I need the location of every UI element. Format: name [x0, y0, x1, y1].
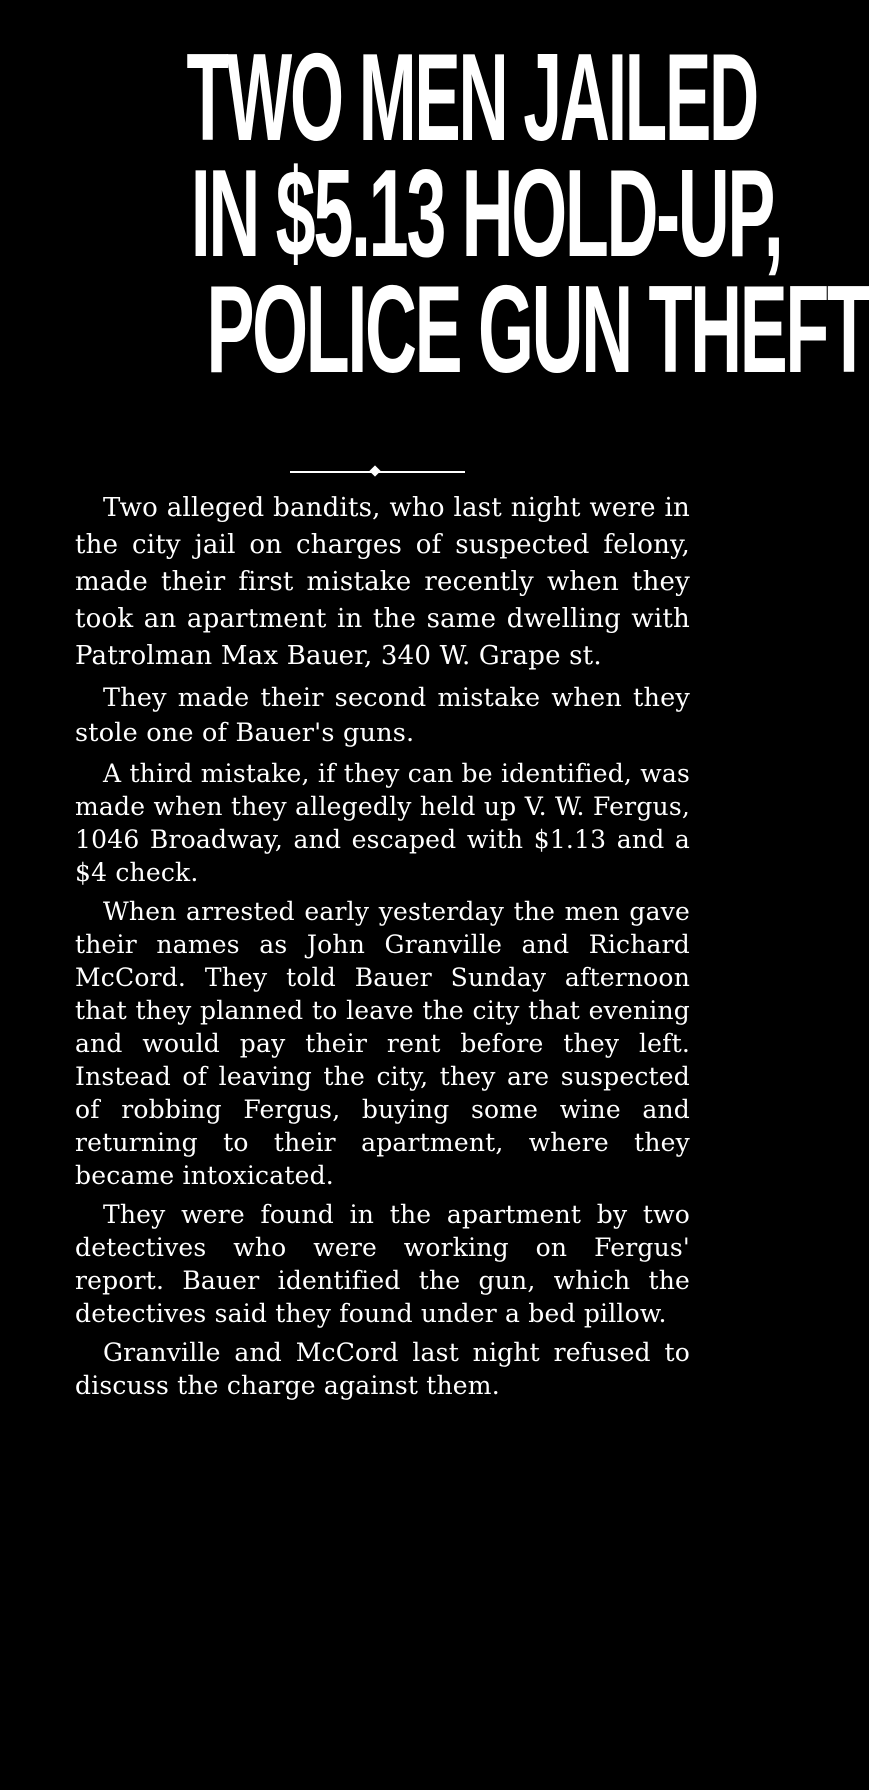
paragraph-5: They were found in the apartment by two detectives who were working on Fergus' report. Bauer identified the gun, which the detectives said they found under a bed pillow. [75, 1200, 690, 1328]
paragraph-3: A third mistake, if they can be identified, was made when they allegedly held up V. W. Fergus, 1046 Broadway, and escaped with $1.13 and a $4 check. [75, 759, 690, 887]
headline-line-1: TWO MEN JAILED [186, 29, 757, 167]
ornamental-divider [290, 467, 465, 477]
paragraph-1: Two alleged bandits, who last night were in the city jail on charges of suspected felony, made their first mistake recently when they took an apartment in the same dwelling with Patrolman Max Bauer, 340 W. Grape st. [75, 493, 690, 671]
headline-line-3: POLICE GUN THEFT [206, 261, 869, 399]
divider-diamond-icon [369, 465, 380, 476]
paragraph-6: Granville and McCord last night refused to discuss the charge against them. [75, 1338, 690, 1400]
paragraph-2: They made their second mistake when they stole one of Bauer's guns. [75, 683, 690, 748]
article-body [75, 490, 690, 1408]
headline [40, 29, 869, 399]
paragraph-4: When arrested early yesterday the men gave their names as John Granville and Richard McCord. They told Bauer Sunday afternoon that they planned to leave the city that evening and would pay their rent before they left. Instead of leaving the city, they are suspected of robbing Fergus, buying some wine and returning to their apartment, where they became intoxicated. [75, 897, 690, 1190]
headline-line-2: IN $5.13 HOLD-UP, [190, 145, 782, 283]
